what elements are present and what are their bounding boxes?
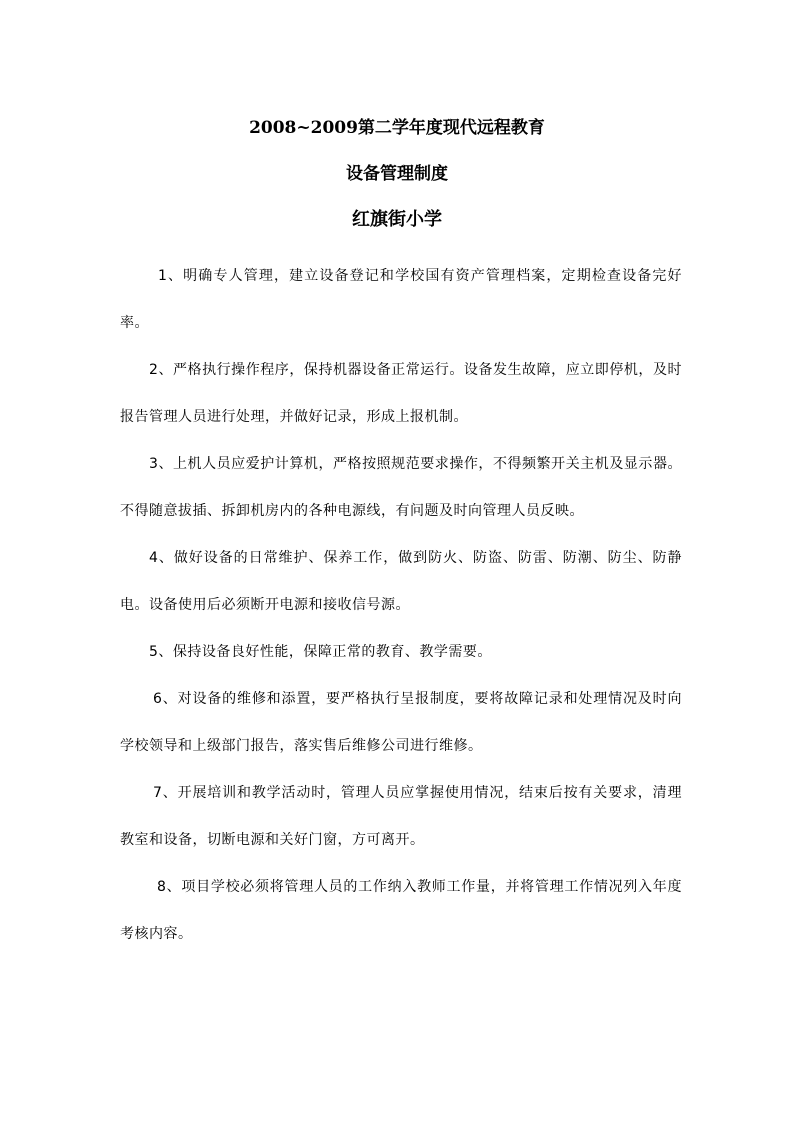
school-name: 红旗街小学: [352, 209, 442, 230]
regulation-item-7: 7、开展培训和教学活动时，管理人员应掌握使用情况，结束后按有关要求，清理教室和设备，切断电源和关好门窗，方可离开。: [120, 785, 682, 848]
regulation-item-5: 5、保持设备良好性能，保障正常的教育、教学需要。: [149, 644, 492, 660]
regulation-item-2: 2、严格执行操作程序，保持机器设备正常运行。设备发生故障，应立即停机，及时报告管理人员进行处理，并做好记录，形成上报机制。: [120, 362, 682, 425]
regulation-item-6: 6、对设备的维修和添置，要严格执行呈报制度，要将故障记录和处理情况及时向学校领导和上级部门报告，落实售后维修公司进行维修。: [120, 691, 682, 754]
regulation-item-3: 3、上机人员应爱护计算机，严格按照规范要求操作，不得频繁开关主机及显示器。不得随意拔插、拆卸机房内的各种电源线，有问题及时向管理人员反映。: [120, 456, 682, 519]
regulation-item-1: 1、明确专人管理，建立设备登记和学校国有资产管理档案，定期检查设备完好率。: [120, 268, 682, 331]
document-title-line1: 2008~2009第二学年度现代远程教育: [249, 118, 545, 138]
regulation-list: [120, 253, 682, 958]
document-title-line2: 设备管理制度: [346, 164, 448, 184]
regulation-item-8: 8、项目学校必须将管理人员的工作纳入教师工作量，并将管理工作情况列入年度考核内容。: [120, 879, 682, 942]
regulation-item-4: 4、做好设备的日常维护、保养工作，做到防火、防盗、防雷、防潮、防尘、防静电。设备使用后必须断开电源和接收信号源。: [120, 550, 682, 613]
